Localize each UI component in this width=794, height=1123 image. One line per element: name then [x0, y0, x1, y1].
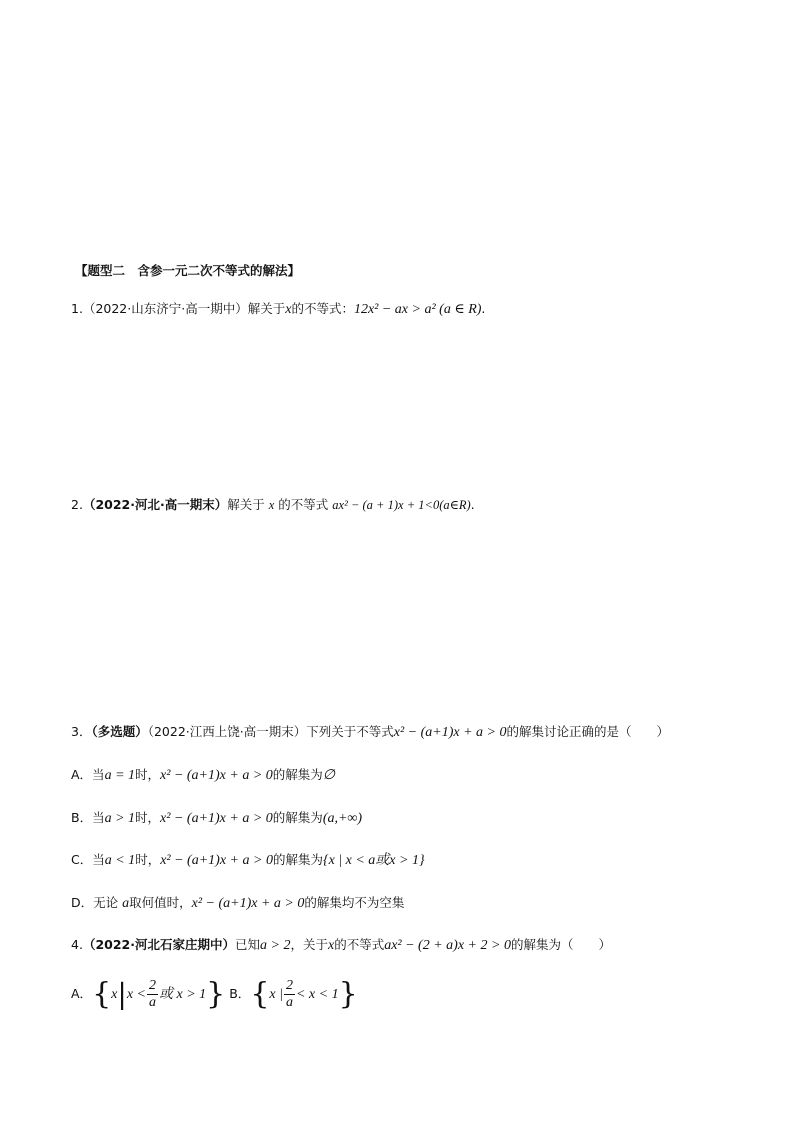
inequality: x² − (a+1)x + a > 0	[191, 896, 305, 911]
question-number: 1.	[71, 301, 83, 316]
condition: a = 1	[104, 768, 136, 783]
question-text: 的不等式	[278, 497, 329, 512]
option-text: 时，	[135, 810, 161, 825]
inequality: ax² − (2 + a)x + 2 > 0	[384, 938, 511, 953]
option-text: 时，	[135, 852, 161, 867]
option-label: C．当	[71, 852, 105, 867]
inequality: x² − (a+1)x + a > 0	[160, 811, 273, 826]
option-label: A．当	[71, 767, 105, 782]
left-brace-icon: {	[92, 976, 112, 1012]
numerator: 2	[148, 978, 156, 993]
numerator: 2	[285, 978, 293, 993]
question-3	[71, 723, 669, 742]
question-text: 解关于	[247, 301, 286, 316]
question-text: 解关于	[227, 497, 265, 512]
solution-set: {x | x < a或x > 1}	[322, 853, 425, 868]
option-a	[71, 766, 335, 785]
fraction	[147, 978, 158, 1011]
punctuation: .	[481, 301, 486, 316]
set-condition: x <	[126, 987, 146, 1002]
question-source: （2022·河北·高一期末）	[82, 497, 228, 512]
question-number: 4.	[71, 937, 83, 952]
option-text: 的解集均不为空集	[304, 895, 405, 910]
option-label: B．	[229, 986, 251, 1001]
inequality: ax² − (a + 1)x + 1<0(a∈R)	[332, 498, 471, 512]
condition: a < 1	[104, 853, 136, 868]
right-brace-icon: }	[338, 976, 358, 1012]
question-number: 3．	[71, 724, 92, 739]
option-label: A．	[71, 986, 93, 1001]
option-d	[71, 894, 404, 913]
option-text: 时，	[135, 767, 161, 782]
question-text: 下列关于不等式	[306, 724, 394, 739]
question-text: 的解集为（ ）	[510, 937, 611, 952]
left-brace-icon: {	[250, 976, 270, 1012]
variable: x	[285, 302, 292, 317]
question-source: （2022·江西上饶·高一期末）	[147, 724, 307, 739]
option-b	[71, 809, 362, 828]
variable: x	[268, 498, 275, 512]
question-number: 2.	[71, 497, 83, 512]
inequality: x² − (a+1)x + a > 0	[160, 853, 273, 868]
question-1	[71, 300, 485, 319]
inequality: x² − (a+1)x + a > 0	[393, 725, 507, 740]
question-text: 的不等式：	[291, 301, 354, 316]
set-bar-icon: |	[117, 977, 127, 1011]
set-condition: 或 x > 1	[158, 987, 207, 1002]
solution-set: ∅	[322, 768, 335, 783]
condition: a	[122, 896, 130, 911]
inequality: x² − (a+1)x + a > 0	[160, 768, 273, 783]
solution-set: (a,+∞)	[322, 811, 363, 826]
condition: a > 2	[260, 938, 291, 953]
section-title: 【题型二 含参一元二次不等式的解法】	[75, 263, 301, 278]
question-text: 的不等式	[334, 937, 385, 952]
question-4	[71, 936, 611, 955]
option-label: D．无论	[71, 895, 119, 910]
option-c	[71, 851, 425, 870]
condition: a > 1	[104, 811, 136, 826]
set-variable: x |	[269, 987, 283, 1002]
denominator: a	[285, 995, 293, 1010]
option-text: 取何值时，	[129, 895, 192, 910]
fraction	[284, 978, 295, 1011]
variable: x	[327, 938, 335, 953]
right-brace-icon: }	[206, 976, 226, 1012]
question-source: （2022·河北石家庄期中）	[82, 937, 235, 952]
punctuation: .	[470, 497, 475, 512]
question-text: ，关于	[290, 937, 328, 952]
question-text: 的解集讨论正确的是（ ）	[506, 724, 670, 739]
option-text: 的解集为	[272, 810, 323, 825]
option-label: B．当	[71, 810, 105, 825]
question-tag: （多选题）	[91, 724, 148, 739]
question-2	[71, 496, 475, 514]
denominator: a	[148, 995, 156, 1010]
option-text: 的解集为	[272, 852, 323, 867]
option-text: 的解集为	[272, 767, 323, 782]
set-variable: x	[111, 987, 118, 1002]
question-source: （2022·山东济宁·高一期中）	[82, 301, 248, 316]
set-condition: < x < 1	[295, 987, 339, 1002]
question-text: 已知	[234, 937, 260, 952]
inequality: 12x² − ax > a² (a ∈ R)	[353, 302, 482, 317]
question-4-options	[71, 974, 358, 1015]
